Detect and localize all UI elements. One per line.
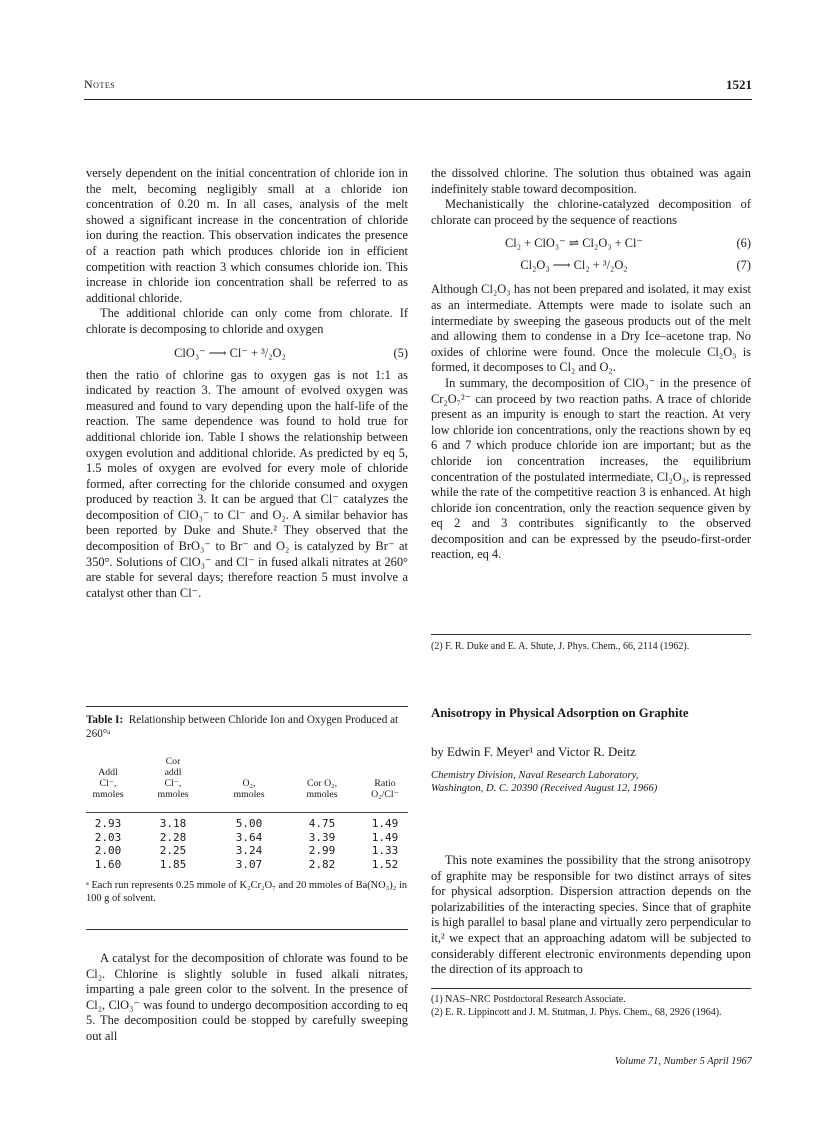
page-number: 1521 bbox=[726, 77, 752, 92]
table-top-rule bbox=[86, 706, 408, 707]
paragraph: A catalyst for the decomposition of chlorate was found to be Cl₂. Chlorine is slightly soluble in fused alkali nitrates, imparting a pale green color to the solvent. In the presence of Cl₂, ClO₃⁻ was found to undergo decomposition according to eq 5. The decomposition could be stopped by carefully sweeping out all bbox=[86, 951, 408, 1043]
equation-number: (7) bbox=[736, 258, 751, 273]
table-cell: 3.18 bbox=[159, 817, 187, 830]
table-cell: 1.33 bbox=[371, 844, 399, 858]
col-header-ratio: Ratio O₂/Cl⁻ bbox=[371, 778, 399, 800]
equation-7 bbox=[431, 256, 751, 276]
footnote-2: (2) E. R. Lippincott and J. M. Stutman, J. Phys. Chem., 68, 2926 (1964). bbox=[431, 1006, 722, 1018]
table-cell: 3.07 bbox=[235, 857, 263, 871]
footnote-1: (1) NAS–NRC Postdoctoral Research Associate. bbox=[431, 994, 626, 1005]
table-cell: 2.28 bbox=[159, 830, 187, 844]
table-header-rule bbox=[86, 812, 408, 813]
article-affiliation: Chemistry Division, Naval Research Laboratory, Washington, D. C. 20390 (Received August 12, 1966) bbox=[431, 770, 658, 794]
table-bottom-rule bbox=[86, 929, 408, 930]
running-header bbox=[84, 77, 752, 99]
table-cell: 1.60 bbox=[94, 857, 122, 871]
table-cell: 2.03 bbox=[94, 830, 122, 844]
right-column-upper bbox=[431, 166, 751, 563]
col-header-o2: O₂, mmoles bbox=[233, 778, 265, 800]
table-row bbox=[86, 831, 408, 845]
left-column-upper bbox=[86, 166, 408, 601]
paragraph: The additional chloride can only come from chlorate. If chlorate is decomposing to chloride and oxygen bbox=[86, 306, 408, 336]
table-cell: 4.75 bbox=[308, 817, 336, 830]
table-cell: 2.82 bbox=[308, 857, 336, 871]
footnote-2: (2) F. R. Duke and E. A. Shute, J. Phys. Chem., 66, 2114 (1962). bbox=[431, 641, 690, 652]
article-title: Anisotropy in Physical Adsorption on Graphite bbox=[431, 706, 689, 720]
table-caption bbox=[86, 714, 408, 741]
equation-text: ClO₃⁻ ⟶ Cl⁻ + ³/₂O₂ bbox=[174, 345, 286, 360]
paragraph: Although Cl₂O₃ has not been prepared and isolated, it may exist as an intermediate. Attempts were made to isolate such an intermediate by sweeping the gaseous products out of the melt and allowing them to condense in a Dry Ice–acetone trap. No oxides of chlorine were found. Once the molecule Cl₂O₃ is formed, it decomposes to Cl₂ and O₂. bbox=[431, 282, 751, 375]
page-footer: Volume 71, Number 5 April 1967 bbox=[614, 1056, 752, 1067]
equation-number: (5) bbox=[393, 345, 408, 360]
article-authors: by Edwin F. Meyer¹ and Victor R. Deitz bbox=[431, 745, 636, 759]
col-header-cor-o2: Cor O₂, mmoles bbox=[306, 778, 338, 800]
col-header-cor-addl-cl: Cor addl Cl⁻, mmoles bbox=[157, 756, 189, 800]
table-row bbox=[86, 844, 408, 858]
paragraph: then the ratio of chlorine gas to oxygen gas is not 1:1 as indicated by reaction 3. The amount of evolved oxygen was measured and found to vary depending upon the half-life of the reaction. The same dependence was found to hold true for additional chloride ion. Table I shows the relationship between oxygen evolution and additional chloride. As predicted by eq 5, 1.5 moles of oxygen are evolved for every mole of chloride formed, after correcting for the chloride consumed and oxygen produced by reaction 3. It can be argued that Cl⁻ catalyzes the decomposition of ClO₃⁻ to Cl⁻ and O₂. A similar behavior has been reported by Duke and Shute.² They observed that the decomposition of BrO₃⁻ to Br⁻ and O₂ is catalyzed by Br⁻ at 350°. Solutions of ClO₃⁻ and Cl⁻ in fused alkali nitrates at 260° are stable for several days; therefore reaction 5 must involve a catalyst other than Cl⁻. bbox=[86, 367, 408, 600]
table-cell: 1.49 bbox=[371, 830, 399, 844]
left-column-lower bbox=[86, 951, 408, 1045]
table-cell: 3.24 bbox=[235, 844, 263, 858]
table-cell: 3.39 bbox=[308, 830, 336, 844]
table-cell: 1.52 bbox=[371, 857, 399, 871]
article-footnotes bbox=[431, 994, 751, 1019]
equation-text: Cl₂O₃ ⟶ Cl₂ + ³/₂O₂ bbox=[520, 258, 628, 273]
table-cell: 5.00 bbox=[235, 817, 263, 830]
table-header bbox=[86, 749, 408, 811]
table-caption-text: Relationship between Chloride Ion and Oxygen Produced at 260°ᵃ bbox=[86, 714, 399, 740]
table-footnote: ᵃ Each run represents 0.25 mmole of K₂Cr₂O₇ and 20 mmoles of Ba(NO₃)₂ in 100 g of solvent. bbox=[86, 880, 408, 905]
equation-number: (6) bbox=[736, 236, 751, 251]
table-cell: 2.00 bbox=[94, 844, 122, 858]
table-cell: 1.49 bbox=[371, 817, 399, 830]
table-label: Table I: bbox=[86, 714, 124, 726]
paragraph: This note examines the possibility that the strong anisotropy of graphite may be responsible for two distinct arrays of sites for physical adsorption. Dispersion attraction depends on the polarizabilities of the interacting species. Since that of graphite is high parallel to basal plane and virtually zero perpendicular to it,² we expect that an approaching adatom will be subjected to considerably different electronic environments depending upon the direction of its approach to bbox=[431, 853, 751, 977]
table-cell: 1.85 bbox=[159, 857, 187, 871]
paragraph: Mechanistically the chlorine-catalyzed decomposition of chlorate can proceed by the sequence of reactions bbox=[431, 197, 751, 227]
paragraph: versely dependent on the initial concentration of chloride ion in the melt, becoming negligibly small at a chloride ion concentration of 0.20 m. In all cases, analysis of the melt showed a significant increase in the concentration of chloride ion during the reaction. This observation indicates the presence of a reaction path which produces chloride ion in efficient competition with reaction 3 which consumes chloride ion. This increase in chloride ion concentration shall be referred to as additional chloride. bbox=[86, 166, 408, 305]
section-name: Notes bbox=[84, 77, 116, 91]
header-rule bbox=[84, 99, 752, 100]
table-body bbox=[86, 817, 408, 871]
article-footnote-rule bbox=[431, 988, 751, 989]
paragraph: the dissolved chlorine. The solution thus obtained was again indefinitely stable toward decomposition. bbox=[431, 166, 751, 196]
table-row bbox=[86, 817, 408, 831]
footnote-rule bbox=[431, 634, 751, 635]
table-cell: 2.93 bbox=[94, 817, 122, 830]
table-cell: 2.25 bbox=[159, 844, 187, 858]
article-body bbox=[431, 853, 751, 978]
paragraph: In summary, the decomposition of ClO₃⁻ in the presence of Cr₂O₇²⁻ can proceed by two reaction paths. A trace of chloride present as an impurity is enough to start the reaction. At very low chloride ion concentrations, only the reactions shown by eq 6 and 7 which produce chloride ion are important; but as the chloride ion concentration increases, the equilibrium concentration of the postulated intermediate, Cl₂O₃, is repressed while the rate of the competitive reaction 3 is enhanced. At high chloride ion concentration, only the reaction sequence given by eq 2 and 3 contributes significantly to the observed decomposition and can be expressed by the pseudo-first-order reaction, eq 4. bbox=[431, 375, 751, 562]
table-cell: 3.64 bbox=[235, 830, 263, 844]
equation-6 bbox=[431, 234, 751, 254]
equation-text: Cl₂ + ClO₃⁻ ⇌ Cl₂O₃ + Cl⁻ bbox=[504, 236, 644, 251]
table-row bbox=[86, 858, 408, 872]
col-header-addl-cl: Addl Cl⁻, mmoles bbox=[92, 767, 124, 800]
table-1 bbox=[86, 714, 408, 905]
equation-5 bbox=[86, 344, 408, 364]
table-cell: 2.99 bbox=[308, 844, 336, 858]
